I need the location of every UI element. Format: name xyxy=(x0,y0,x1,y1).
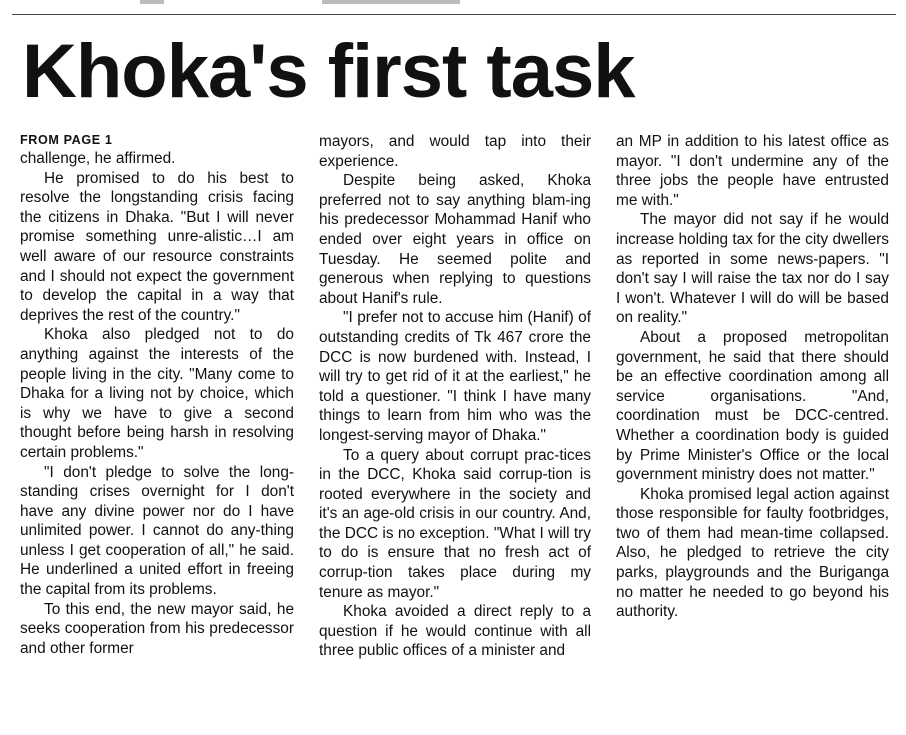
paragraph: challenge, he affirmed. xyxy=(20,150,176,167)
article-column-2 xyxy=(319,132,591,702)
cropped-text-fragment xyxy=(140,0,164,4)
paragraph: "I prefer not to accuse him (Hanif) of outstanding credits of Tk 467 crore the DCC is now burdened with. Instead, I will try to get rid of it at the earliest," he told a questioner. "I think I have many things to learn from him who was the longest-serving mayor of Dhaka." xyxy=(319,309,591,444)
cropped-text-fragment xyxy=(322,0,460,4)
paragraph: "I don't pledge to solve the long-standing crises overnight for I don't have any divine power nor do I have unlimited power. I cannot do any-thing unless I get cooperation of all," he said. He underlined a united effort in freeing the capital from its problems. xyxy=(20,463,294,599)
paragraph: The mayor did not say if he would increase holding tax for the city dwellers as reported in some news-papers. "I don't say I will raise the tax nor do I say I won't. Whatever I will do will be based on reality." xyxy=(616,211,889,327)
paragraph: About a proposed metropolitan government, he said that there should be an effective coordination among all service organisations. "And, coordination must be DCC-centred. Whether a coordination body is guided by Prime Minister's Office or the local government ministry does not matter." xyxy=(616,328,889,484)
paragraph: mayors, and would tap into their experience. xyxy=(319,133,591,170)
paragraph: Khoka promised legal action against those responsible for faulty footbridges, two of them had mean-time collapsed. Also, he pledged to retrieve the city parks, playgrounds and the Buriganga no matter he needed to go beyond his authority. xyxy=(616,485,889,621)
headline: Khoka's first task xyxy=(22,29,635,114)
top-rule xyxy=(12,14,896,15)
paragraph: He promised to do his best to resolve the longstanding crisis facing the citizens in Dhaka. "But I will never promise something unre-alistic…I am well aware of our resource constraints and I should not expect the government to develop the capital in a way that deprives the rest of the country." xyxy=(20,169,294,324)
paragraph: To this end, the new mayor said, he seeks cooperation from his predecessor and other former xyxy=(20,600,294,657)
paragraph: Despite being asked, Khoka preferred not to say anything blam-ing his predecessor Mohammad Hanif who ended over eight years in office on Tuesday. He seemed polite and generous when replying to questions about Hanif's rule. xyxy=(319,172,591,307)
article-column-3 xyxy=(616,132,889,702)
paragraph: Khoka also pledged not to do anything against the interests of the people living in the city. "Many come to Dhaka for a living not by choice, which is why we have to give a second thought before being harsh in resolving certain problems." xyxy=(20,326,294,461)
paragraph: an MP in addition to his latest office as mayor. "I don't undermine any of the three jobs the people have entrusted me with." xyxy=(616,133,889,209)
paragraph: To a query about corrupt prac-tices in the DCC, Khoka said corrup-tion is rooted everywhere in the society and it's an age-old crisis in our country. And, the DCC is no exception. "What I will try to do is ensure that no fresh act of corrup-tion takes place during my tenure as mayor." xyxy=(319,446,591,601)
kicker: FROM PAGE 1 xyxy=(20,133,113,147)
article-column-1 xyxy=(20,132,294,702)
paragraph: Khoka avoided a direct reply to a question if he would continue with all three public offices of a minister and xyxy=(319,603,591,660)
